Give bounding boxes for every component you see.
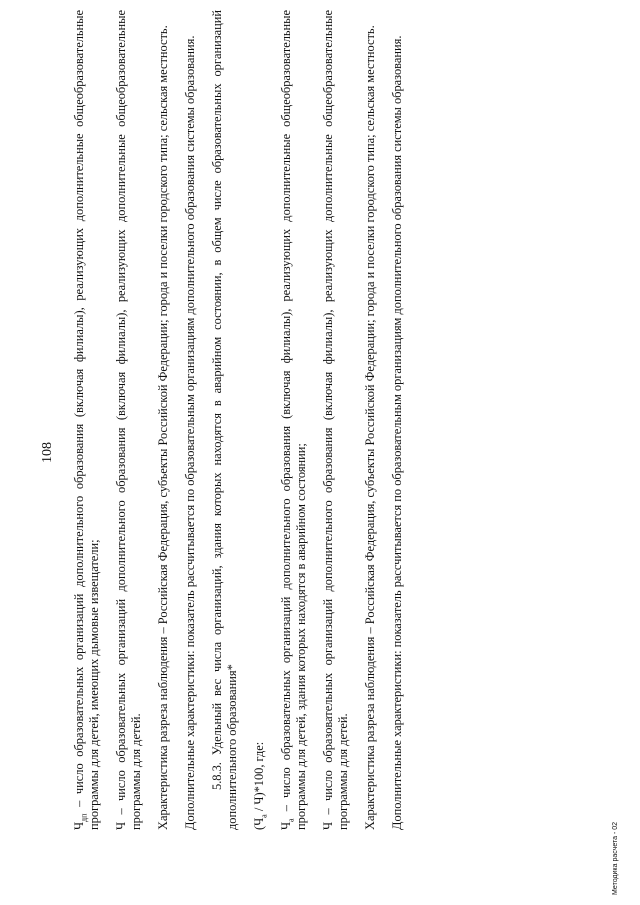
paragraph-additional-characteristics: Дополнительные характеристики: показатель рассчитывается по образовательным организациям дополнительного образования системы образования. xyxy=(183,35,197,830)
paragraph-additional-characteristics-2: Дополнительные характеристики: показатель рассчитывается по образовательным организациям дополнительного образования системы образования. xyxy=(390,35,404,830)
paragraph-cha-definition: $Ч_а$ – число образовательных организаций дополнительного образования (включая филиалы), реализующих дополнительные общеобразовательные программы для детей, здания которых находятся в аварийном состоянии; xyxy=(279,10,308,830)
paragraph-chdp-definition: $Ч_{дп}$ – число образовательных организаций дополнительного образования (включая филиалы), реализующих дополнительные общеобразовательные программы для детей, имеющих дымовые извещатели; xyxy=(72,10,101,830)
paragraph-ch-definition: Ч – число образовательных организаций дополнительного образования (включая филиалы), реализующих дополнительные общеобразовательные программы для детей. xyxy=(114,10,143,830)
footer-label: Методика расчета - 02 xyxy=(612,821,619,895)
paragraph-observation-breakdown: Характеристика разреза наблюдения – Российская Федерация, субъекты Российской Федерации; города и поселки городского типа; сельская местность. xyxy=(156,25,170,830)
document-body xyxy=(72,10,417,830)
paragraph-observation-breakdown-2: Характеристика разреза наблюдения – Российская Федерация, субъекты Российской Федерации; города и поселки городского типа; сельская местность. xyxy=(363,25,377,830)
paragraph-formula: $(Ч_а / Ч)*100$, где: xyxy=(252,741,269,830)
paragraph-ch-definition-2: Ч – число образовательных организаций дополнительного образования (включая филиалы), реализующих дополнительные общеобразовательные программы для детей. xyxy=(321,10,350,830)
page-number: 108 xyxy=(40,442,55,463)
section-heading-5-8-3: 5.8.3. Удельный вес числа организаций, здания которых находятся в аварийном состоянии, в общем числе образовательных организаций дополнительного образования* xyxy=(210,10,239,830)
